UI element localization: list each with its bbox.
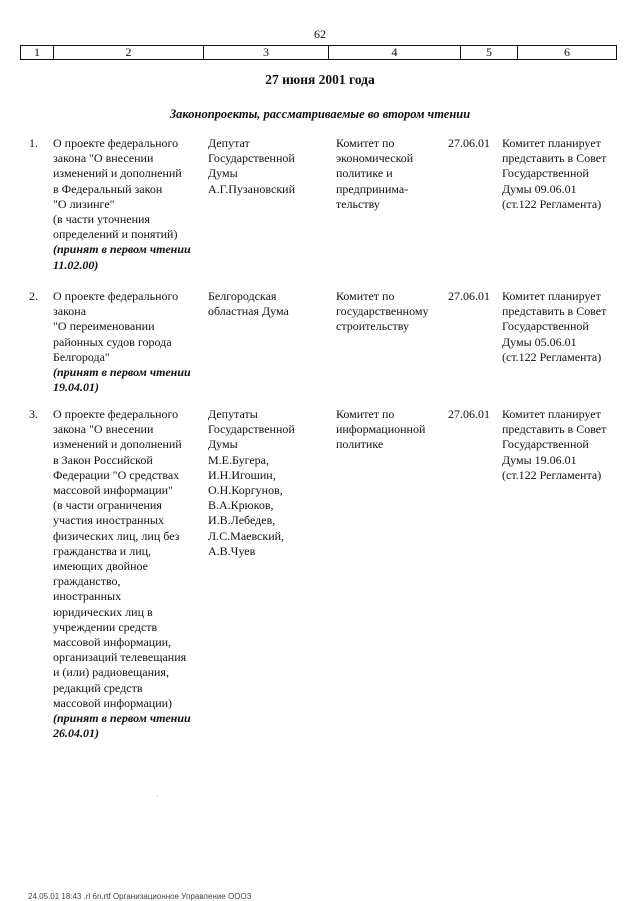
bill-initiator (208, 289, 332, 319)
bill-initiator-line: А.Г.Пузановский (208, 181, 295, 196)
bill-subject (53, 289, 205, 395)
responsible-committee-line: строительству (336, 319, 409, 334)
committee-note-line: Думы 09.06.01 (502, 181, 577, 196)
scan-mark (157, 795, 158, 796)
committee-note-line: Думы 19.06.01 (502, 452, 577, 467)
bill-initiator-line: Депутат (208, 136, 250, 150)
bill-subject-line: иностранных (53, 589, 122, 604)
column-number: 6 (564, 45, 570, 59)
committee-note-line: Государственной (502, 437, 589, 452)
bill-subject-line: имеющих двойное (53, 559, 148, 574)
committee-note-line: представить в Совет (502, 422, 607, 437)
bill-subject-line: О проекте федерального (53, 407, 179, 421)
responsible-committee-line: тельству (336, 196, 380, 211)
bill-subject-line: гражданства и лиц, (53, 543, 152, 558)
committee-note-line: Думы 05.06.01 (502, 334, 577, 349)
bill-subject-line: определений и понятий) (53, 227, 178, 242)
first-reading-status (53, 711, 205, 741)
bill-subject-line: Белгорода" (53, 349, 110, 364)
first-reading-status-line: 26.04.01) (53, 726, 99, 741)
committee-note-line: представить в Совет (502, 304, 607, 319)
bill-initiator-line: В.А.Крюков, (208, 498, 274, 513)
entry-number: 2. (29, 289, 38, 303)
committee-note-line: Комитет планирует (502, 136, 601, 150)
column-number: 5 (461, 46, 518, 59)
consideration-date: 27.06.01 (448, 407, 490, 421)
section-heading: Законопроекты, рассматриваемые во втором чтении (169, 107, 471, 121)
responsible-committee-line: экономической (336, 151, 414, 166)
column-number: 4 (329, 46, 461, 59)
first-reading-status (53, 365, 205, 395)
bill-subject-line: гражданство, (53, 574, 121, 589)
responsible-committee-line: политике (336, 437, 384, 452)
bill-initiator-line: областная Дума (208, 304, 289, 319)
bill-subject-line: массовой информации) (53, 695, 173, 710)
bill-initiator-line: Думы (208, 437, 238, 452)
bill-initiator-line: Государственной (208, 151, 295, 166)
responsible-committee-line: предпринима- (336, 181, 409, 196)
committee-note (502, 289, 622, 365)
committee-note-line: представить в Совет (502, 151, 607, 166)
responsible-committee-line: информационной (336, 422, 426, 437)
committee-note-line: Комитет планирует (502, 407, 601, 421)
committee-note-line: (ст.122 Регламента) (502, 467, 602, 482)
bill-subject-line: учреждении средств (53, 619, 158, 634)
committee-note-line: Комитет планирует (502, 289, 601, 303)
bill-initiator-line: О.Н.Коргунов, (208, 483, 283, 498)
first-reading-status-line: 11.02.00) (53, 257, 99, 272)
responsible-committee-line: государственному (336, 304, 429, 319)
bill-initiator-line: Депутаты (208, 407, 258, 421)
bill-subject-line: закона (53, 304, 87, 319)
bill-subject-line: О проекте федерального (53, 289, 179, 303)
bill-initiator (208, 136, 332, 197)
column-number: 1 (21, 46, 54, 59)
first-reading-status-line: 19.04.01) (53, 380, 99, 395)
consideration-date: 27.06.01 (448, 289, 490, 303)
committee-note (502, 407, 622, 483)
bill-initiator-line: М.Е.Бугера, (208, 452, 270, 467)
responsible-committee-line: Комитет по (336, 136, 395, 150)
consideration-date: 27.06.01 (448, 136, 490, 150)
bill-subject-line: в Закон Российской (53, 452, 153, 467)
committee-note-line: Государственной (502, 319, 589, 334)
bill-subject-line: Федерации "О средствах (53, 467, 180, 482)
first-reading-status-line: (принят в первом чтении (53, 365, 191, 380)
responsible-committee (336, 136, 446, 212)
responsible-committee-line: Комитет по (336, 289, 395, 303)
bill-initiator-line: Государственной (208, 422, 295, 437)
bill-subject-line: изменений и дополнений (53, 166, 182, 181)
first-reading-status (53, 242, 205, 272)
responsible-committee-line: Комитет по (336, 407, 395, 421)
responsible-committee (336, 289, 446, 335)
bill-subject (53, 136, 205, 273)
committee-note-line: (ст.122 Регламента) (502, 349, 602, 364)
first-reading-status-line: (принят в первом чтении (53, 242, 191, 257)
bill-subject-line: (в части уточнения (53, 212, 150, 227)
bill-initiator-line: И.Н.Игошин, (208, 467, 276, 482)
bill-subject-line: закона "О внесении (53, 422, 154, 437)
first-reading-status-line: (принят в первом чтении (53, 711, 191, 726)
bill-initiator-line: Л.С.Маевский, (208, 528, 285, 543)
bill-subject-line: юридических лиц в (53, 604, 153, 619)
bill-initiator-line: И.В.Лебедев, (208, 513, 276, 528)
bill-initiator (208, 407, 332, 559)
bill-subject-line: физических лиц, лиц без (53, 528, 180, 543)
date-heading: 27 июня 2001 года (265, 72, 375, 87)
bill-subject-line: редакций средств (53, 680, 143, 695)
bill-subject-line: и (или) радиовещания, (53, 665, 169, 680)
page-number: 62 (314, 27, 326, 41)
bill-initiator-line: А.В.Чуев (208, 543, 256, 558)
bill-subject-line: в Федеральный закон (53, 181, 163, 196)
responsible-committee-line: политике и (336, 166, 393, 181)
column-number: 2 (54, 46, 204, 59)
bill-subject-line: массовой информации" (53, 483, 173, 498)
bill-subject-line: закона "О внесении (53, 151, 154, 166)
bill-initiator-line: Думы (208, 166, 238, 181)
bill-subject-line: "О переименовании (53, 319, 155, 334)
bill-subject-line: (в части ограничения (53, 498, 162, 513)
footer-print-info: 24.05.01 18:43 .rl 6n.rtf Организационное Управление ОООЗ (28, 892, 252, 901)
committee-note (502, 136, 622, 212)
bill-subject-line: участия иностранных (53, 513, 164, 528)
bill-subject-line: массовой информации, (53, 635, 172, 650)
column-number-header (20, 45, 617, 60)
entry-number: 1. (29, 136, 38, 150)
bill-subject-line: районных судов города (53, 334, 172, 349)
bill-subject-line: организаций телевещания (53, 650, 187, 665)
bill-subject-line: "О лизинге" (53, 196, 115, 211)
bill-subject (53, 407, 205, 741)
column-number: 3 (204, 46, 329, 59)
bill-initiator-line: Белгородская (208, 289, 277, 303)
bill-subject-line: изменений и дополнений (53, 437, 182, 452)
bill-subject-line: О проекте федерального (53, 136, 179, 150)
committee-note-line: (ст.122 Регламента) (502, 196, 602, 211)
committee-note-line: Государственной (502, 166, 589, 181)
responsible-committee (336, 407, 446, 453)
entry-number: 3. (29, 407, 38, 421)
